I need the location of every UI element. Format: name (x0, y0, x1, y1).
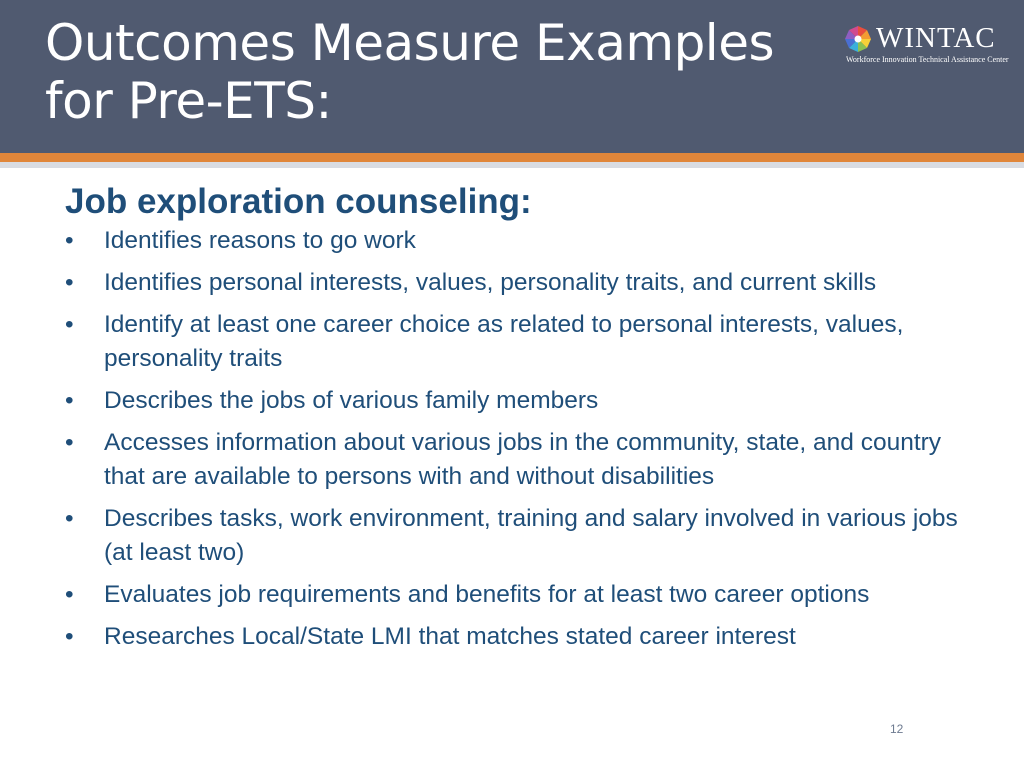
divider-stripe (0, 162, 1024, 168)
list-item-text: Identify at least one career choice as related to personal interests, values, personality traits (104, 311, 904, 372)
page-number: 12 (890, 722, 904, 736)
list-item-text: Identifies reasons to go work (104, 227, 416, 254)
pinwheel-logo-icon (843, 24, 873, 54)
list-item-text: Describes the jobs of various family members (104, 387, 599, 414)
list-item (65, 620, 980, 654)
bullet-list (65, 224, 980, 654)
bullet-icon: • (65, 387, 74, 414)
wintac-logo (843, 22, 1015, 66)
bullet-icon: • (65, 581, 74, 608)
list-item-text: Identifies personal interests, values, personality traits, and current skills (104, 269, 877, 296)
bullet-icon: • (65, 429, 74, 456)
list-item (65, 426, 980, 494)
slide-body (65, 180, 980, 662)
list-item-text: Researches Local/State LMI that matches stated career interest (104, 623, 796, 650)
list-item (65, 224, 980, 258)
logo-wordmark: WINTAC (876, 22, 996, 54)
list-item-text: Evaluates job requirements and benefits for at least two career options (104, 581, 870, 608)
list-item-text: Accesses information about various jobs in the community, state, and country that are available to persons with and without disabilities (104, 429, 942, 490)
bullet-icon: • (65, 505, 74, 532)
accent-stripe (0, 153, 1024, 162)
list-item (65, 266, 980, 300)
list-item (65, 308, 980, 376)
list-item (65, 384, 980, 418)
list-item-text: Describes tasks, work environment, training and salary involved in various jobs (at least two) (104, 505, 958, 566)
logo-tagline: Workforce Innovation Technical Assistance Center (846, 55, 1009, 64)
bullet-icon: • (65, 269, 74, 296)
slide-title: Outcomes Measure Examples for Pre-ETS: (45, 14, 775, 130)
list-item (65, 502, 980, 570)
bullet-icon: • (65, 227, 74, 254)
bullet-icon: • (65, 311, 74, 338)
section-heading: Job exploration counseling: (65, 182, 532, 221)
bullet-icon: • (65, 623, 74, 650)
list-item (65, 578, 980, 612)
